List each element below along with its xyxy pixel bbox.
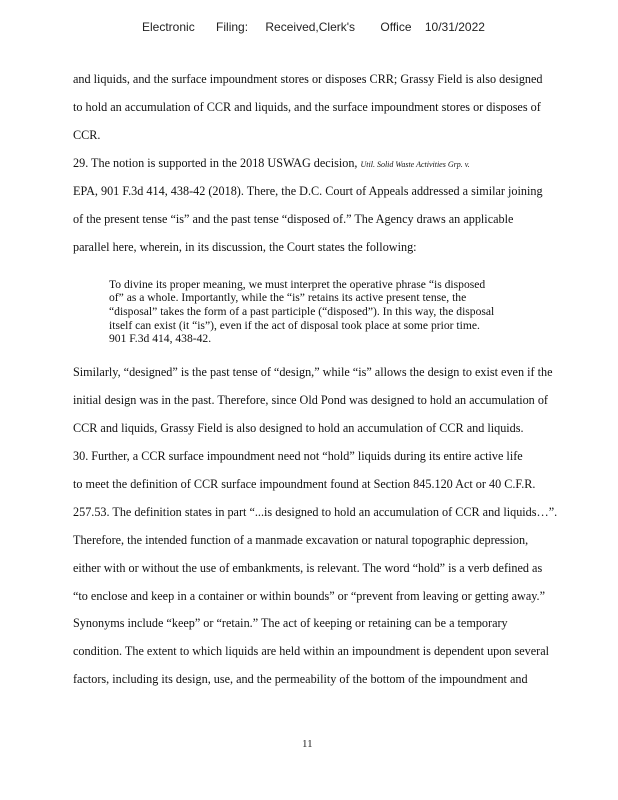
text-line: EPA, 901 F.3d 414, 438-42 (2018). There, the D.C. Court of Appeals addressed a similar joining [73,184,543,198]
text-line: 29. The notion is supported in the 2018 USWAG decision, [73,156,358,170]
quote-line: of” as a whole. Importantly, while the “is” retains its active present tense, the [109,291,467,304]
quote-line: itself can exist (it “is”), even if the act of disposal took place at some prior time. [109,319,480,332]
text-line: and liquids, and the surface impoundment stores or disposes CRR; Grassy Field is also designed [73,72,543,86]
paragraph-29-line [73,156,470,172]
quote-line: To divine its proper meaning, we must interpret the operative phrase “is disposed [109,278,486,291]
text-line: 30. Further, a CCR surface impoundment need not “hold” liquids during its entire active life [73,449,523,463]
text-line: parallel here, wherein, in its discussion, the Court states the following: [73,240,417,254]
text-line: CCR and liquids, Grassy Field is also designed to hold an accumulation of CCR and liquids. [73,421,524,435]
header-filing: Filing: [216,20,249,34]
text-line: “to enclose and keep in a container or within bounds” or “prevent from leaving or getting away.” [73,589,545,603]
text-line: factors, including its design, use, and the permeability of the bottom of the impoundment and [73,672,528,686]
text-line: of the present tense “is” and the past tense “disposed of.” The Agency draws an applicable [73,212,514,226]
header-received: Received,Clerk's [265,20,356,34]
text-line: Similarly, “designed” is the past tense of “design,” while “is” allows the design to exist even if the [73,365,553,379]
header-date: 10/31/2022 [424,20,485,34]
text-line: to meet the definition of CCR surface impoundment found at Section 845.120 Act or 40 C.F.R. [73,477,536,491]
header-office: Office [380,20,412,34]
text-line: 257.53. The definition states in part “...is designed to hold an accumulation of CCR and liquids…”. [73,505,558,519]
quote-line: “disposal” takes the form of a past participle (“disposed”). In this way, the disposal [109,305,495,318]
text-line: to hold an accumulation of CCR and liquids, and the surface impoundment stores or disposes of [73,100,541,114]
text-line: Synonyms include “keep” or “retain.” The act of keeping or retaining can be a temporary [73,616,508,630]
page-number: 11 [302,738,313,750]
text-line: Therefore, the intended function of a manmade excavation or natural topographic depression, [73,533,529,547]
filing-header [142,20,485,34]
header-electronic: Electronic [142,20,195,34]
quote-line: 901 F.3d 414, 438-42. [109,332,212,345]
text-line: initial design was in the past. Therefore, since Old Pond was designed to hold an accumulation of [73,393,548,407]
text-line: either with or without the use of embankments, is relevant. The word “hold” is a verb defined as [73,561,543,575]
text-line: CCR. [73,128,101,142]
citation-italic: Util. Solid Waste Activities Grp. v. [360,160,470,169]
text-line: condition. The extent to which liquids are held within an impoundment is dependent upon several [73,644,550,658]
